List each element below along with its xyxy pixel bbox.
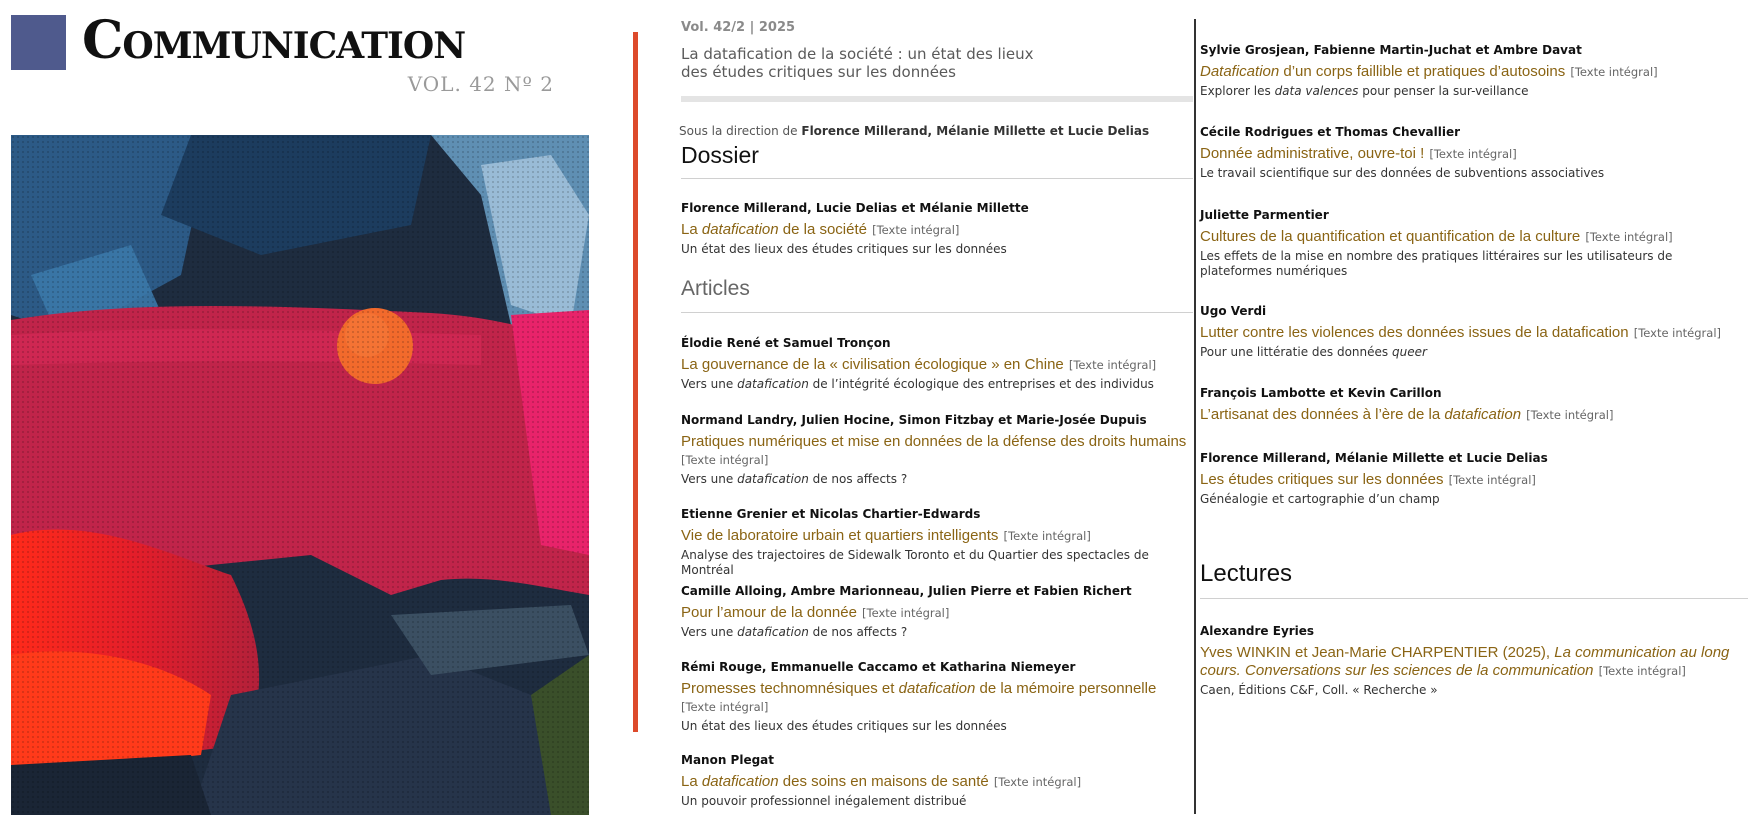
dossier-rule bbox=[681, 178, 1193, 179]
full-text-link[interactable]: [Texte intégral] bbox=[1448, 473, 1536, 487]
entry-authors: Rémi Rouge, Emmanuelle Caccamo et Katharina Niemeyer bbox=[681, 660, 1076, 674]
entry-title-link[interactable]: Yves WINKIN et Jean-Marie CHARPENTIER (2025), La communication au long cours. Conversations sur les sciences de la communication bbox=[1200, 644, 1730, 679]
article-entry bbox=[1200, 386, 1748, 424]
article-entry bbox=[1200, 43, 1748, 99]
full-text-link[interactable]: [Texte intégral] bbox=[1570, 65, 1658, 79]
entry-title-link[interactable]: La datafication de la société bbox=[681, 221, 867, 238]
volume-line: Vol. 42/2 | 2025 bbox=[681, 20, 796, 35]
full-text-link[interactable]: [Texte intégral] bbox=[872, 223, 960, 237]
entry-title-link[interactable]: La datafication des soins en maisons de santé bbox=[681, 773, 989, 790]
full-text-link[interactable]: [Texte intégral] bbox=[1429, 147, 1517, 161]
entry-title-link[interactable]: Donnée administrative, ouvre-toi ! bbox=[1200, 145, 1425, 162]
entry-title-link[interactable]: L’artisanat des données à l’ère de la datafication bbox=[1200, 406, 1522, 423]
entry-authors: Ugo Verdi bbox=[1200, 304, 1267, 318]
full-text-link[interactable]: [Texte intégral] bbox=[1585, 230, 1673, 244]
article-entry bbox=[681, 507, 1193, 578]
entry-authors: Sylvie Grosjean, Fabienne Martin-Juchat et Ambre Davat bbox=[1200, 43, 1582, 57]
journal-volume: VOL. 42 Nº 2 bbox=[407, 72, 554, 96]
entry-authors: Juliette Parmentier bbox=[1200, 208, 1329, 222]
entry-subtitle: Les effets de la mise en nombre des pratiques littéraires sur les utilisateurs de plateformes numériques bbox=[1200, 249, 1673, 278]
lectures-rule bbox=[1200, 598, 1748, 599]
entry-title-link[interactable]: Les études critiques sur les données bbox=[1200, 471, 1444, 488]
toc-column-left bbox=[679, 20, 1193, 808]
lectures-heading: Lectures bbox=[1200, 560, 1293, 587]
article-entry bbox=[1200, 125, 1748, 181]
entry-authors: Élodie René et Samuel Tronçon bbox=[681, 336, 891, 350]
entry-authors: Normand Landry, Julien Hocine, Simon Fitzbay et Marie-Josée Dupuis bbox=[681, 413, 1147, 427]
full-text-link[interactable]: [Texte intégral] bbox=[681, 453, 769, 467]
editors-line bbox=[679, 124, 1149, 138]
entry-subtitle: Un état des lieux des études critiques sur les données bbox=[681, 242, 1007, 256]
entry-subtitle: Le travail scientifique sur des données de subventions associatives bbox=[1200, 166, 1605, 180]
entry-subtitle: Un état des lieux des études critiques sur les données bbox=[681, 719, 1007, 733]
article-entry bbox=[681, 584, 1193, 640]
entry-subtitle: Un pouvoir professionnel inégalement distribué bbox=[681, 794, 967, 808]
article-entry bbox=[681, 413, 1193, 487]
full-text-link[interactable]: [Texte intégral] bbox=[862, 606, 950, 620]
editors-names: Florence Millerand, Mélanie Millette et Lucie Delias bbox=[801, 124, 1150, 138]
entry-authors: Etienne Grenier et Nicolas Chartier-Edwards bbox=[681, 507, 981, 521]
full-text-link[interactable]: [Texte intégral] bbox=[1598, 664, 1686, 678]
cover-painting bbox=[11, 135, 589, 815]
entry-subtitle: Généalogie et cartographie d’un champ bbox=[1200, 492, 1440, 506]
articles-heading: Articles bbox=[681, 277, 750, 300]
entry-authors: Camille Alloing, Ambre Marionneau, Julien Pierre et Fabien Richert bbox=[681, 584, 1132, 598]
divider-bar bbox=[681, 96, 1193, 102]
entry-subtitle: Analyse des trajectoires de Sidewalk Toronto et du Quartier des spectacles de Montréal bbox=[681, 548, 1149, 577]
full-text-link[interactable]: [Texte intégral] bbox=[1526, 408, 1614, 422]
journal-logo-square bbox=[11, 15, 66, 70]
entry-title-link[interactable]: Promesses technomnésiques et datafication de la mémoire personnelle bbox=[681, 680, 1157, 697]
editors-prefix: Sous la direction de bbox=[679, 124, 798, 138]
entry-authors: Florence Millerand, Lucie Delias et Mélanie Millette bbox=[681, 201, 1029, 215]
full-text-link[interactable]: [Texte intégral] bbox=[1068, 358, 1157, 372]
journal-title: Communication bbox=[82, 10, 466, 71]
entry-title-link[interactable]: Datafication d’un corps faillible et pratiques d’autosoins bbox=[1200, 63, 1566, 80]
entry-subtitle: Vers une datafication de nos affects ? bbox=[681, 472, 908, 486]
full-text-link[interactable]: [Texte intégral] bbox=[681, 700, 769, 714]
entry-subtitle: Vers une datafication de l’intégrité écologique des entreprises et des individus bbox=[681, 377, 1154, 391]
entry-authors: François Lambotte et Kevin Carillon bbox=[1200, 386, 1442, 400]
entry-title-link[interactable]: Lutter contre les violences des données issues de la datafication bbox=[1200, 324, 1629, 341]
article-entry bbox=[1200, 451, 1748, 507]
article-entry bbox=[681, 336, 1193, 392]
article-entry bbox=[1200, 208, 1748, 279]
entry-subtitle: Explorer les data valences pour penser la sur-veillance bbox=[1200, 84, 1529, 98]
entry-title-link[interactable]: La gouvernance de la « civilisation écologique » en Chine bbox=[681, 356, 1064, 373]
dossier-heading: Dossier bbox=[681, 142, 759, 168]
issue-title: La datafication de la société : un état des lieux des études critiques sur les données bbox=[681, 45, 1034, 81]
review-entry bbox=[1200, 624, 1748, 698]
entry-subtitle: Vers une datafication de nos affects ? bbox=[681, 625, 908, 639]
entry-title-link[interactable]: Pratiques numériques et mise en données de la défense des droits humains bbox=[681, 433, 1187, 450]
article-entry bbox=[1200, 304, 1748, 360]
entry-title-link[interactable]: Vie de laboratoire urbain et quartiers intelligents bbox=[681, 527, 999, 544]
full-text-link[interactable]: [Texte intégral] bbox=[993, 775, 1082, 789]
entry-authors: Florence Millerand, Mélanie Millette et Lucie Delias bbox=[1200, 451, 1548, 465]
article-entry bbox=[681, 660, 1193, 734]
entry-subtitle: Caen, Éditions C&F, Coll. « Recherche » bbox=[1200, 683, 1438, 697]
entry-authors: Cécile Rodrigues et Thomas Chevallier bbox=[1200, 125, 1461, 139]
accent-rule bbox=[633, 32, 638, 732]
entry-authors: Alexandre Eyries bbox=[1200, 624, 1315, 638]
dossier-entry bbox=[681, 201, 1193, 257]
article-entry bbox=[681, 753, 1193, 809]
column-divider bbox=[1194, 19, 1196, 814]
articles-rule bbox=[681, 312, 1193, 313]
full-text-link[interactable]: [Texte intégral] bbox=[1633, 326, 1722, 340]
full-text-link[interactable]: [Texte intégral] bbox=[1003, 529, 1091, 543]
entry-subtitle: Pour une littératie des données queer bbox=[1200, 345, 1427, 359]
entry-title-link[interactable]: Cultures de la quantification et quantification de la culture bbox=[1200, 228, 1581, 245]
entry-title-link[interactable]: Pour l’amour de la donnée bbox=[681, 604, 857, 621]
entry-authors: Manon Plegat bbox=[681, 753, 775, 767]
